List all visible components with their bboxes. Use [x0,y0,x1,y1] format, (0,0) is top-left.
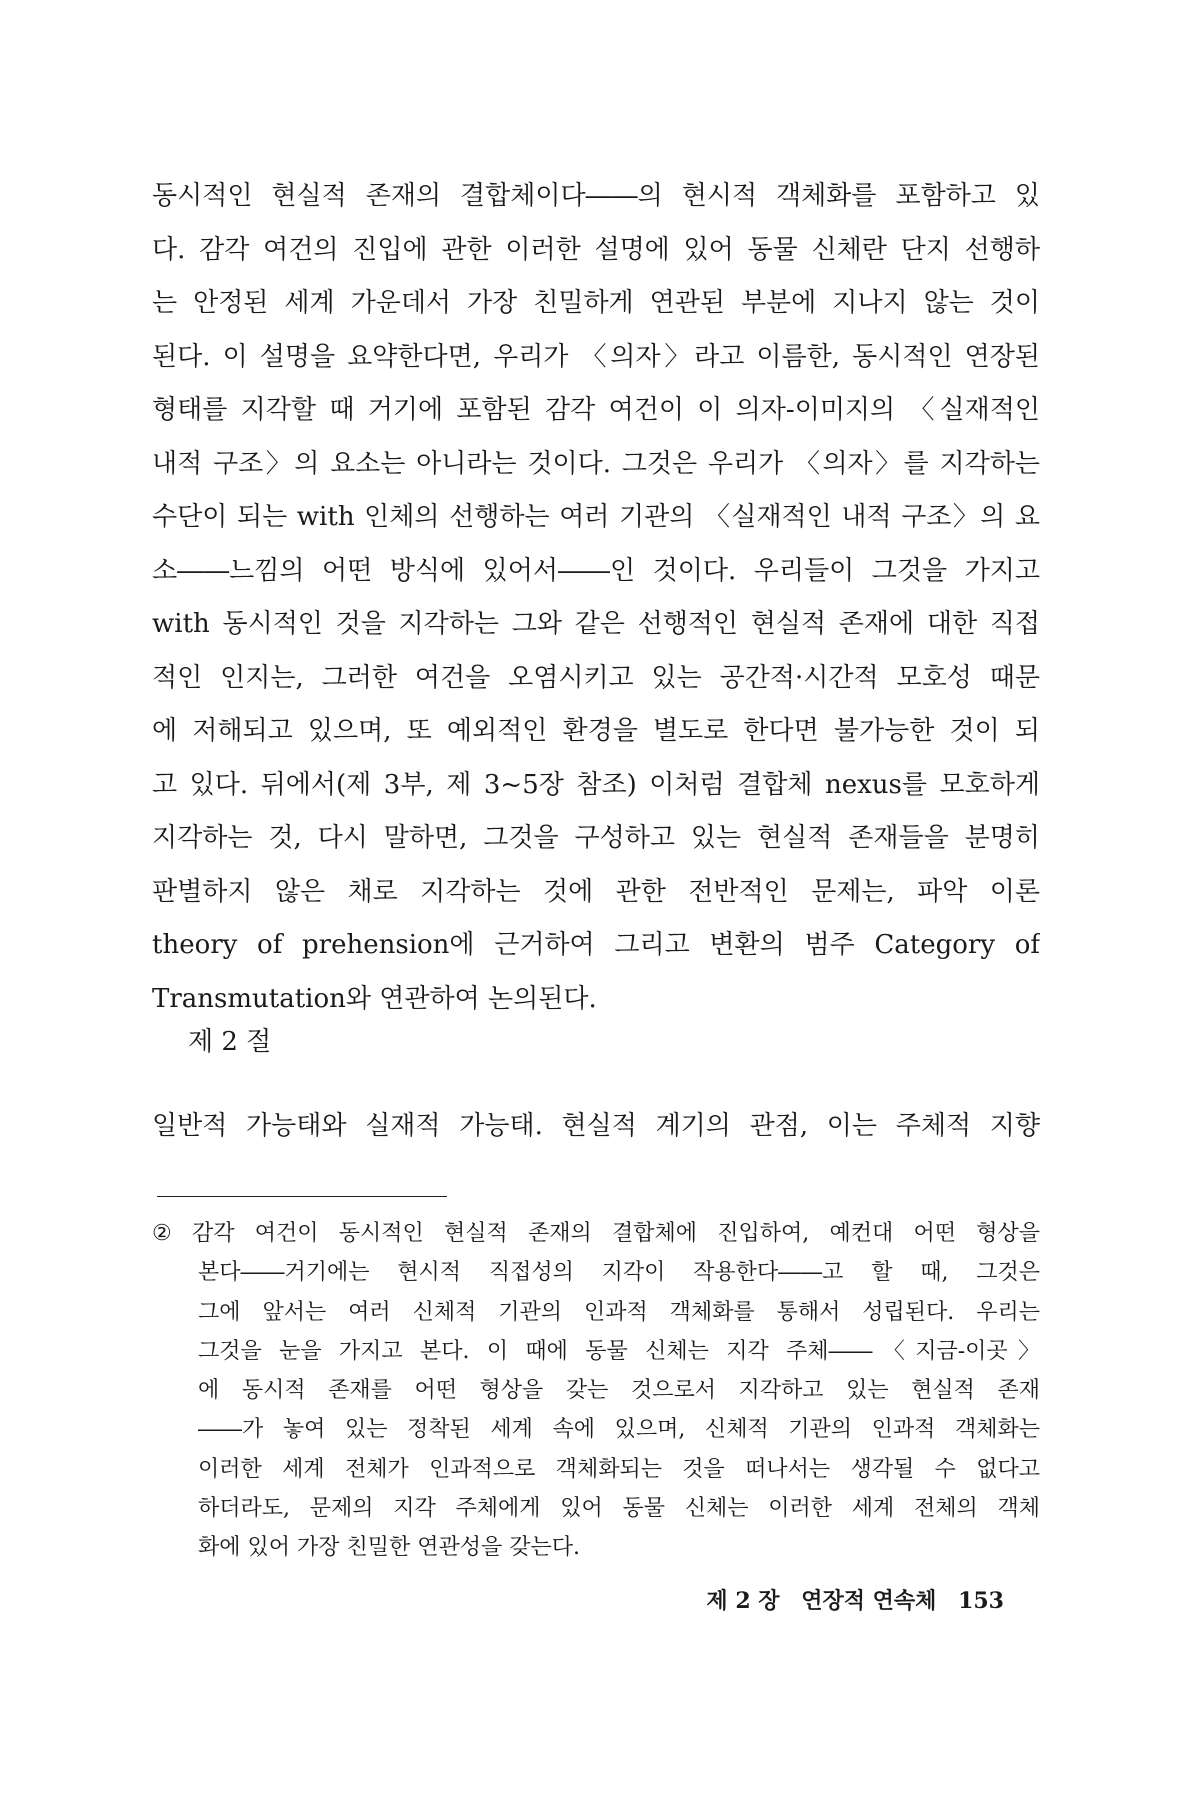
footnote-line: ――가 놓여 있는 정착된 세계 속에 있으며, 신체적 기관의 인과적 객체화는 [198,1417,1040,1443]
footer-title: 연장적 연속체 [801,1588,937,1614]
body-line: 동시적인 현실적 존재의 결합체이다――의 현시적 객체화를 포함하고 있 [152,181,1040,211]
body-line: 다. 감각 여건의 진입에 관한 이러한 설명에 있어 동물 신체란 단지 선행하 [152,234,1040,265]
body-line: with 동시적인 것을 지각하는 그와 같은 선행적인 현실적 존재에 대한 직접 [152,609,1040,639]
body-line: 판별하지 않은 채로 지각하는 것에 관한 전반적인 문제는, 파악 이론 [152,876,1040,907]
page-number: 153 [958,1588,1004,1614]
footnote-divider [157,1196,447,1197]
body-line: 된다. 이 설명을 요약한다면, 우리가 〈의자〉라고 이름한, 동시적인 연장된 [152,341,1040,372]
body-text [152,170,1040,1026]
footnote [152,1214,1040,1568]
footnote-line: 화에 있어 가장 친밀한 연관성을 갖는다. [198,1535,580,1561]
body-line: 는 안정된 세계 가운데서 가장 친밀하게 연관된 부분에 지나지 않는 것이 [152,288,1040,318]
section-summary: 일반적 가능태와 실재적 가능태. 현실적 계기의 관점, 이는 주체적 지향 [152,1111,1040,1141]
footnote-line: 그것을 눈을 가지고 본다. 이 때에 동물 신체는 지각 주체――〈지금-이곳〉 [198,1338,1040,1364]
body-line: Transmutation와 연관하여 논의된다. [152,983,597,1014]
body-line: 소――느낌의 어떤 방식에 있어서――인 것이다. 우리들이 그것을 가지고 [152,555,1040,586]
footnote-line [152,1214,1040,1253]
footnote-line: 에 동시적 존재를 어떤 형상을 갖는 것으로서 지각하고 있는 현실적 존재 [198,1378,1040,1404]
body-line: theory of prehension에 근거하여 그리고 변환의 범주 Category of [152,930,1040,960]
footnote-line: 그에 앞서는 여러 신체적 기관의 인과적 객체화를 통해서 성립된다. 우리는 [198,1299,1040,1325]
footnote-line: 이러한 세계 전체가 인과적으로 객체화되는 것을 떠나서는 생각될 수 없다고 [198,1456,1040,1482]
footer-chapter: 제 2 장 [706,1588,780,1614]
body-line: 내적 구조〉의 요소는 아니라는 것이다. 그것은 우리가 〈의자〉를 지각하는 [152,448,1040,479]
running-footer [692,1584,1004,1618]
body-line: 에 저해되고 있으며, 또 예외적인 환경을 별도로 한다면 불가능한 것이 되 [152,716,1040,746]
footnote-line: 하더라도, 문제의 지각 주체에게 있어 동물 신체는 이러한 세계 전체의 객체 [198,1496,1040,1522]
body-line: 수단이 되는 with 인체의 선행하는 여러 기관의 〈실재적인 내적 구조〉의 요 [152,502,1040,532]
body-line: 형태를 지각할 때 거기에 포함된 감각 여건이 이 의자-이미지의 〈실재적인 [152,395,1040,425]
footnote-text: 감각 여건이 동시적인 현실적 존재의 결합체에 진입하여, 예컨대 어떤 형상을 [192,1221,1040,1246]
body-line: 고 있다. 뒤에서(제 3부, 제 3~5장 참조) 이처럼 결합체 nexus를 모호하게 [152,769,1040,800]
body-line: 지각하는 것, 다시 말하면, 그것을 구성하고 있는 현실적 존재들을 분명히 [152,823,1040,853]
body-line: 적인 인지는, 그러한 여건을 오염시키고 있는 공간적·시간적 모호성 때문 [152,662,1040,693]
section-heading: 제 2 절 [188,1027,272,1057]
footnote-line: 본다――거기에는 현시적 직접성의 지각이 작용한다――고 할 때, 그것은 [198,1260,1040,1286]
footnote-marker: ② [152,1221,172,1246]
